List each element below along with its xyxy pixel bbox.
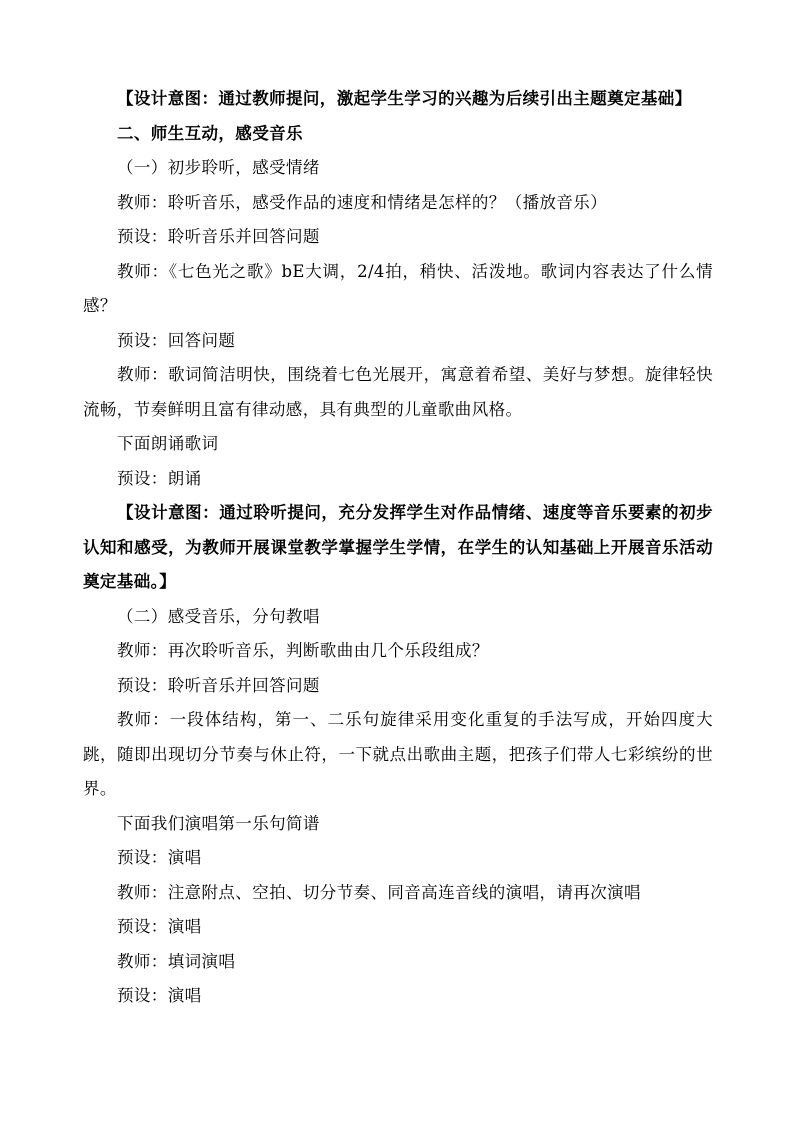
teacher-paragraph: 教师：聆听音乐，感受作品的速度和情绪是怎样的？（播放音乐） xyxy=(117,192,608,212)
expected-response-paragraph: 预设：聆听音乐并回答问题 xyxy=(117,675,320,695)
design-intent-paragraph: 【设计意图：通过教师提问，激起学生学习的兴趣为后续引出主题奠定基础】 xyxy=(117,89,692,108)
design-intent-paragraph: 【设计意图：通过聆听提问，充分发挥学生对作品情绪、速度等音乐要素的初步认知和感受，为教师开展课堂教学掌握学生学情，在学生的认知基础上开展音乐活动奠定基础。】 xyxy=(83,503,713,591)
teacher-paragraph: 教师：填词演唱 xyxy=(117,951,236,971)
instruction-paragraph: 下面朗诵歌词 xyxy=(117,434,219,453)
teacher-paragraph: 教师：再次聆听音乐，判断歌曲由几个乐段组成？ xyxy=(117,641,489,660)
teacher-paragraph: 教师：一段体结构，第一、二乐句旋律采用变化重复的手法写成，开始四度大跳，随即出现切分节奏与休止符，一下就点出歌曲主题，把孩子们带人七彩缤纷的世界。 xyxy=(83,710,713,798)
expected-response-paragraph: 预设：朗诵 xyxy=(117,468,202,488)
section-heading: 二、师生互动，感受音乐 xyxy=(117,123,303,143)
teacher-paragraph: 教师：注意附点、空拍、切分节奏、同音高连音线的演唱，请再次演唱 xyxy=(117,882,641,902)
document-body xyxy=(83,82,713,1014)
subsection-heading: （二）感受音乐，分句教唱 xyxy=(117,606,320,626)
subsection-heading: （一）初步聆听，感受情绪 xyxy=(117,158,320,177)
instruction-paragraph: 下面我们演唱第一乐句简谱 xyxy=(117,813,320,833)
expected-response-paragraph: 预设：演唱 xyxy=(117,917,202,936)
expected-response-paragraph: 预设：演唱 xyxy=(117,848,202,867)
teacher-paragraph: 教师：《七色光之歌》bE大调，2/4拍，稍快、活泼地。歌词内容表达了什么情感？ xyxy=(83,261,713,315)
teacher-paragraph: 教师：歌词简洁明快，围绕着七色光展开，寓意着希望、美好与梦想。旋律轻快流畅，节奏鲜明且富有律动感，具有典型的儿童歌曲风格。 xyxy=(83,365,713,419)
expected-response-paragraph: 预设：聆听音乐并回答问题 xyxy=(117,227,320,246)
expected-response-paragraph: 预设：回答问题 xyxy=(117,330,236,350)
expected-response-paragraph: 预设：演唱 xyxy=(117,986,202,1005)
